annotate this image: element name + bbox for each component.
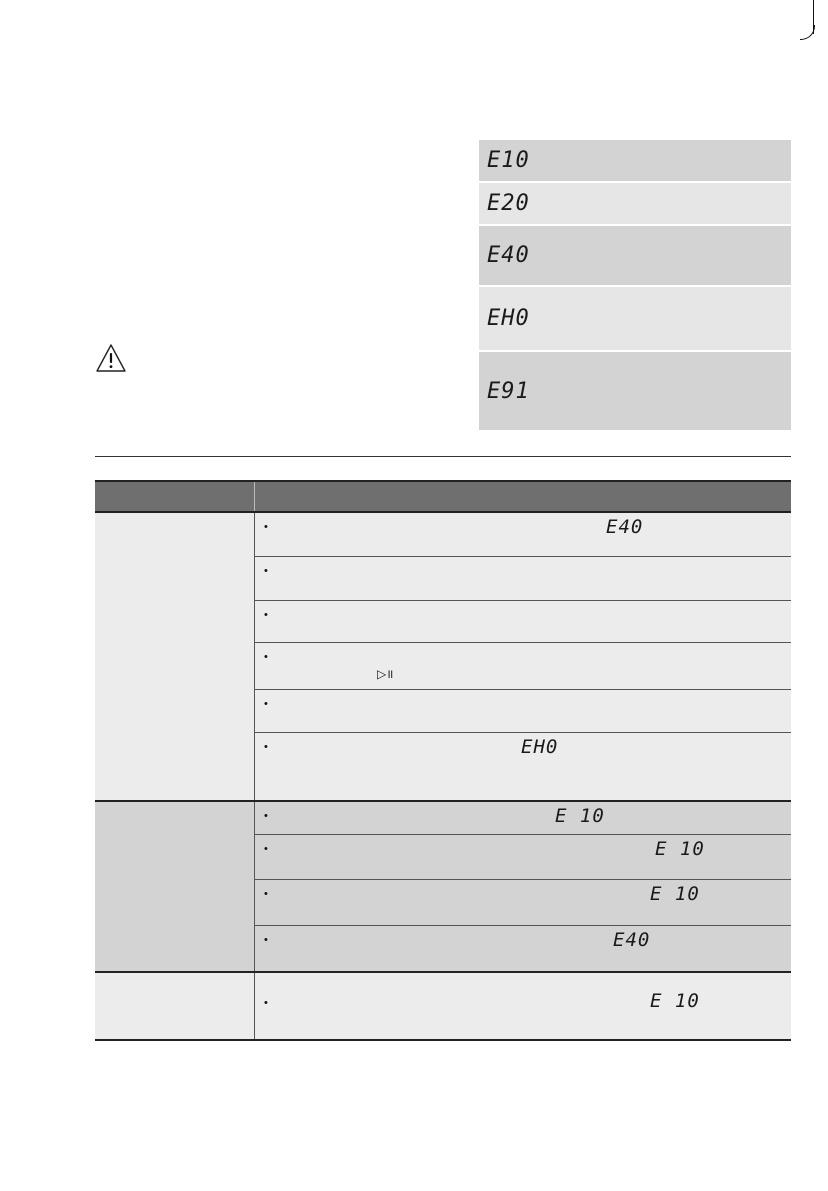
solution-item [255, 557, 791, 601]
solution-item [255, 880, 791, 926]
solution-item [255, 601, 791, 643]
bullet: • [264, 843, 268, 855]
error-code: E91 [487, 378, 530, 404]
bullet: • [264, 565, 268, 577]
error-code-panel [479, 140, 791, 430]
error-code-ref: E40 [606, 516, 644, 538]
bullet: • [264, 888, 268, 900]
error-code: E40 [487, 243, 530, 268]
error-code: E20 [487, 191, 530, 216]
solution-item [255, 926, 791, 971]
error-code: E10 [487, 148, 530, 173]
error-code-row [479, 352, 791, 430]
solution-item [255, 733, 791, 800]
solution-item [255, 643, 791, 690]
table-group [95, 973, 791, 1041]
problem-cell [95, 973, 255, 1039]
section-divider [95, 456, 791, 457]
header-cell-problem [95, 482, 255, 511]
bullet: • [264, 810, 268, 822]
error-code: EH0 [487, 306, 530, 331]
solution-item [255, 690, 791, 733]
solution-list [255, 973, 791, 1039]
play-pause-icon: ▷॥ [377, 667, 394, 681]
warning-triangle-icon [95, 343, 127, 373]
error-code-row [479, 183, 791, 226]
error-code-ref: EH0 [521, 736, 559, 758]
problem-cell [95, 802, 255, 971]
troubleshooting-table [95, 480, 791, 1041]
error-code-ref: E 10 [650, 990, 700, 1012]
table-group [95, 513, 791, 802]
bullet: • [264, 741, 268, 753]
error-code-row [479, 226, 791, 287]
bullet: • [264, 997, 268, 1009]
error-code-ref: E 10 [655, 838, 705, 860]
error-code-row [479, 287, 791, 352]
solution-list [255, 513, 791, 800]
solution-item [255, 513, 791, 557]
bullet: • [264, 651, 268, 663]
error-code-row [479, 140, 791, 183]
header-cell-solution [255, 482, 791, 511]
page-corner-mark [813, 0, 814, 34]
solution-item [255, 973, 791, 1039]
bullet: • [264, 698, 268, 710]
problem-cell [95, 513, 255, 800]
table-group [95, 802, 791, 973]
table-header [95, 480, 791, 513]
bullet: • [264, 521, 268, 533]
bullet: • [264, 609, 268, 621]
bullet: • [264, 934, 268, 946]
solution-list [255, 802, 791, 971]
solution-item [255, 835, 791, 880]
error-code-ref: E 10 [555, 805, 605, 827]
error-code-ref: E 10 [650, 883, 700, 905]
error-code-ref: E40 [613, 929, 651, 951]
solution-item [255, 802, 791, 835]
